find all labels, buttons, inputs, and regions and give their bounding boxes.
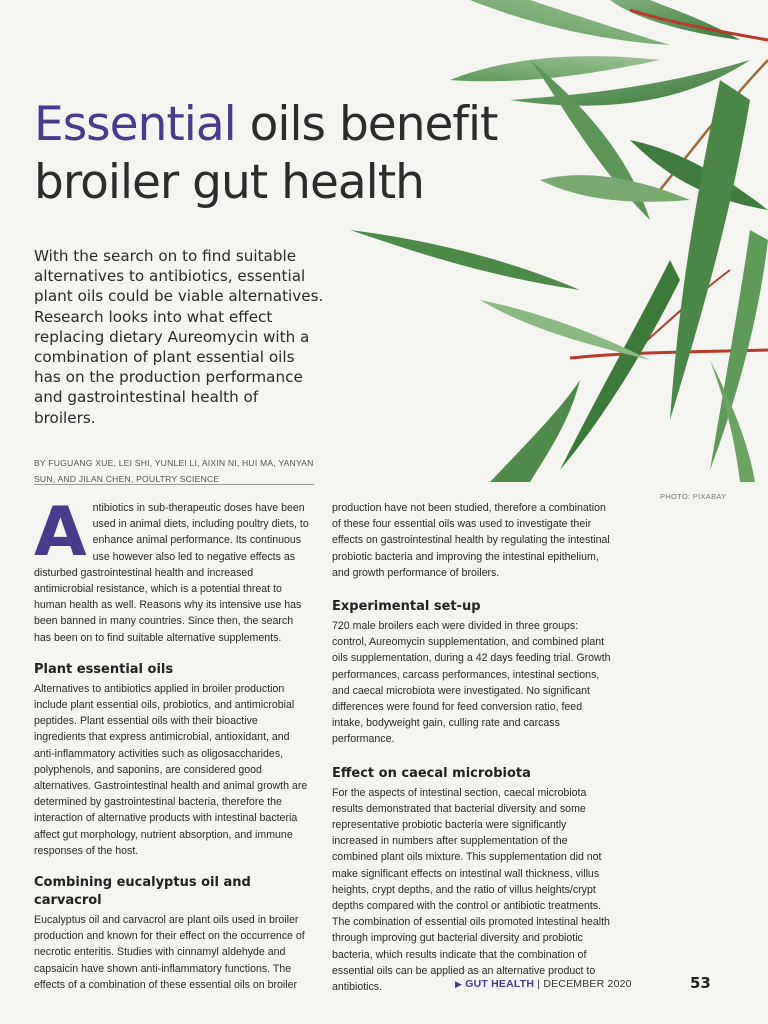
- page-footer: [455, 978, 632, 990]
- right-column: [332, 500, 614, 995]
- section-name: GUT HEALTH: [465, 978, 535, 990]
- paragraph-experimental: 720 male broilers each were divided in three groups: control, Aureomycin supplementation, and combined plant oils supplementation, during a 42 days feeding trial. Growth performances, carcass performances, intestinal sections, and caecal microbiota were investigated. No significant differences were found for feed conversion ratio, feed intake, bodyweight gain, culling rate and carcass performance.: [332, 620, 611, 746]
- title-line1-rest: oils benefit: [235, 97, 498, 152]
- issue-date: DECEMBER 2020: [543, 978, 632, 990]
- arrow-icon: ▶: [455, 979, 463, 989]
- drop-cap: A: [34, 493, 87, 572]
- paragraph-plant-essential-oils: Alternatives to antibiotics applied in broiler production include plant essential oils, probiotics, and antimicrobial peptides. Plant essential oils with their bioactive ingredients that express antimicrobial, antioxidant, and anti-inflammatory activities such as oligosaccharides, polyphenols, and saponins, are considered good alternatives. Gastrointestinal health and animal growth are determined by gastrointestinal bacteria, therefore the interaction of alternative products with intestinal bacteria affect gut morphology, nutrient absorption, and immune responses of the host.: [34, 682, 308, 857]
- eucalyptus-leaves-icon: [330, 0, 768, 482]
- page-number: 53: [690, 974, 711, 992]
- heading-experimental: Experimental set-up: [332, 599, 481, 615]
- heading-plant-essential-oils: Plant essential oils: [34, 661, 174, 677]
- left-column: [34, 493, 312, 993]
- byline: BY FUGUANG XUE, LEI SHI, YUNLEI LI, AIXIN NI, HUI MA, YANYAN SUN, AND JILAN CHEN, POULTRY SCIENCE: [34, 458, 314, 484]
- paragraph-continuation: production have not been studied, therefore a combination of these four essential oils was used to investigate their effects on gastrointestinal health by regulating the intestinal probiotic bacteria and improving the intestinal epithelium, and growth performance of broilers.: [332, 502, 610, 579]
- opening-paragraph: [34, 493, 312, 646]
- paragraph-combining: Eucalyptus oil and carvacrol are plant oils used in broiler production and known for their effect on the occurrence of necrotic enteritis. Studies with cinnamyl aldehyde and capsaicin have shown anti-inflammatory functions. The effects of a combination of these essential oils on broiler: [34, 914, 305, 991]
- title-accent: Essential: [34, 97, 236, 152]
- byline-divider: [34, 484, 314, 485]
- photo-credit: PHOTO: PIXABAY: [660, 492, 727, 501]
- paragraph-caecal: For the aspects of intestinal section, caecal microbiota results demonstrated that bacterial diversity and some representative probiotic bacteria were significantly increased in numbers after supplementation of the combined plant oils mixture. This supplementation did not make significant effects on intestinal wall thickness, villus heights, crypt depths, and the ratio of villus heights/crypt depths compared with the control or antibiotic treatments. The combination of essential oils promoted intestinal health through improving gut bacterial diversity and probiotic bacteria, which results indicate that the combination of essential oils can be applied as an alternative product to antibiotics.: [332, 786, 610, 994]
- article-title: [34, 96, 554, 212]
- title-line2: broiler gut health: [34, 155, 424, 210]
- article-intro: With the search on to find suitable alternatives to antibiotics, essential plant oils could be viable alternatives. Research looks into what effect replacing dietary Aureomycin with a combination of plant essential oils has on the production performance and gastrointestinal health of broilers.: [34, 247, 324, 427]
- heading-caecal: Effect on caecal microbiota: [332, 765, 531, 781]
- heading-combining: Combining eucalyptus oil and carvacrol: [34, 875, 251, 909]
- footer-separator: |: [534, 978, 544, 990]
- opening-text: ntibiotics in sub-therapeutic doses have been used in animal diets, including poultry diets, to enhance animal performance. Its continuous use however also led to negative effects as disturbed gastrointestinal health and increased antimicrobial resistance, which is a potential threat to human health as well. Reasons why its intensive use has been banned in many countries. Since then, the search has been on to find suitable alternative supplements.: [34, 502, 309, 644]
